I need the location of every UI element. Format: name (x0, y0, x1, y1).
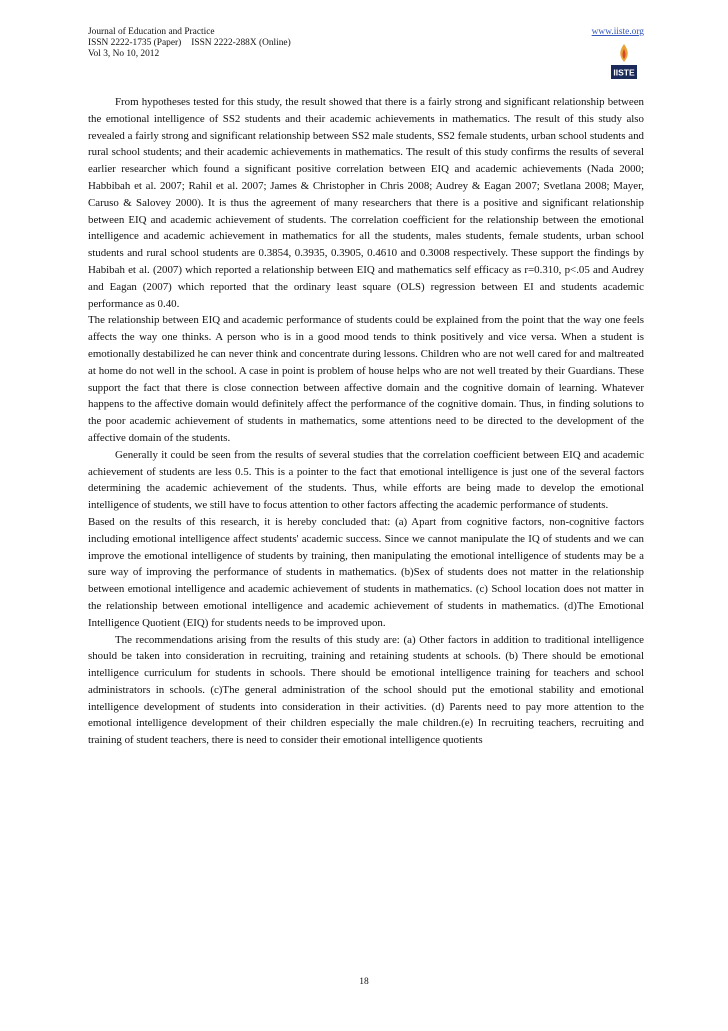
recommendations-paragraph: The recommendations arising from the results of this study are: (a) Other factors in addition to traditional intelligence should be taken into consideration in recruiting, training and retaining students at schools. (b) There should be emotional intelligence curriculum for students in schools. There should be emotional intelligence training for teachers and school administrators in schools. (c)The general administration of the school should put the emotional stability and emotional intelligence development of students into consideration in their activities. (d) Parents need to pay more attention to the emotional intelligence development of their children especially the male children.(e) In recruiting teachers, recruiting and training of student teachers, there is need to consider their emotional intelligence quotients (88, 633, 644, 747)
volume-info: Vol 3, No 10, 2012 (88, 49, 160, 59)
logo-text: IISTE (613, 67, 635, 78)
journal-info (88, 27, 291, 60)
conclusion-paragraph: Based on the results of this research, it is hereby concluded that: (a) Apart from cognitive factors, non-cognitive factors including emotional intelligence affect students' academic success. Since we cannot manipulate the IQ of students and we can improve the emotional intelligence of students by training, then manipulating the emotional intelligence of students may be a sure way of improving the performance of students in mathematics. (b)Sex of students does not matter in the relationship between emotional intelligence and academic achievement of students in mathematics. (c) School location does not matter in the relationship between emotional intelligence and academic achievement of students in mathematics. (d)The Emotional Intelligence Quotient (EIQ) for students needs to be improved upon. (88, 515, 644, 629)
discussion-paragraph: The relationship between EIQ and academic performance of students could be explained from the point that the way one feels affects the way one thinks. A person who is in a good mood tends to think positively and vice versa. When a student is emotionally destabilized he can never think and concentrate during lessons. Children who are not well cared for and maltreated at home do not well in the school. A case in point is problem of house helps who are not well treated by their Guardians. These support the fact that there is close connection between affective domain and the cognitive domain of learning. Whatever happens to the affective domain would definitely affect the performance of the cognitive domain. Thus, in finding solutions to the poor academic achievement of students in mathematics, some attentions need to be directed to the development of the affective domain of the students. (88, 314, 644, 444)
iiste-logo (610, 40, 638, 80)
journal-name: Journal of Education and Practice (88, 27, 215, 37)
article-body (88, 94, 644, 749)
issn-online: ISSN 2222-288X (Online) (191, 38, 291, 48)
page-number: 18 (359, 977, 369, 987)
discussion-paragraph: From hypotheses tested for this study, the result showed that there is a fairly strong and significant relationship between the emotional intelligence of SS2 students and their academic achievements in mathematics. The result of this study also revealed a fairly strong and significant relationship between SS2 male students, SS2 female students, urban school students and rural school students; and their academic achievements in mathematics. The result of this study confirms the results of several earlier researcher which found a significant positive correlation between EIQ and academic achievements (Nada 2000; Habbibah et al. 2007; Rahil et al. 2007; James & Christopher in Chris 2008; Audrey & Eagan 2007; Svetlana 2008; Mayer, Caruso & Salovey 2000). It is thus the agreement of many researchers that there is a positive and significant relationship between EIQ and academic achievement of students. The correlation coefficient for the relationship between the emotional intelligence and academic achievement in mathematics for all the students, males students, female students, urban school students and rural school students are 0.3854, 0.3935, 0.3905, 0.4610 and 0.3008 respectively. These support the findings by Habibah et al. (2007) which reported a relationship between EIQ and mathematics self efficacy as r=0.310, p<.05 and Audrey and Eagan (2007) which reported that the ordinary least square (OLS) regression between EI and students academic performance as 0.40. (88, 96, 644, 310)
issn-paper: ISSN 2222-1735 (Paper) (88, 38, 182, 48)
journal-url-link[interactable]: www.iiste.org (591, 27, 644, 37)
discussion-paragraph: Generally it could be seen from the results of several studies that the correlation coefficient between EIQ and academic achievement of students are less 0.5. This is a pointer to the fact that emotional intelligence is just one of the several factors determining the academic achievement of the students. Thus, while efforts are being made to develop the emotional intelligence of students, we still have to focus attention to other factors affecting the academic performance of students. (88, 448, 644, 512)
issn-line (88, 38, 291, 49)
page-header (88, 27, 644, 81)
